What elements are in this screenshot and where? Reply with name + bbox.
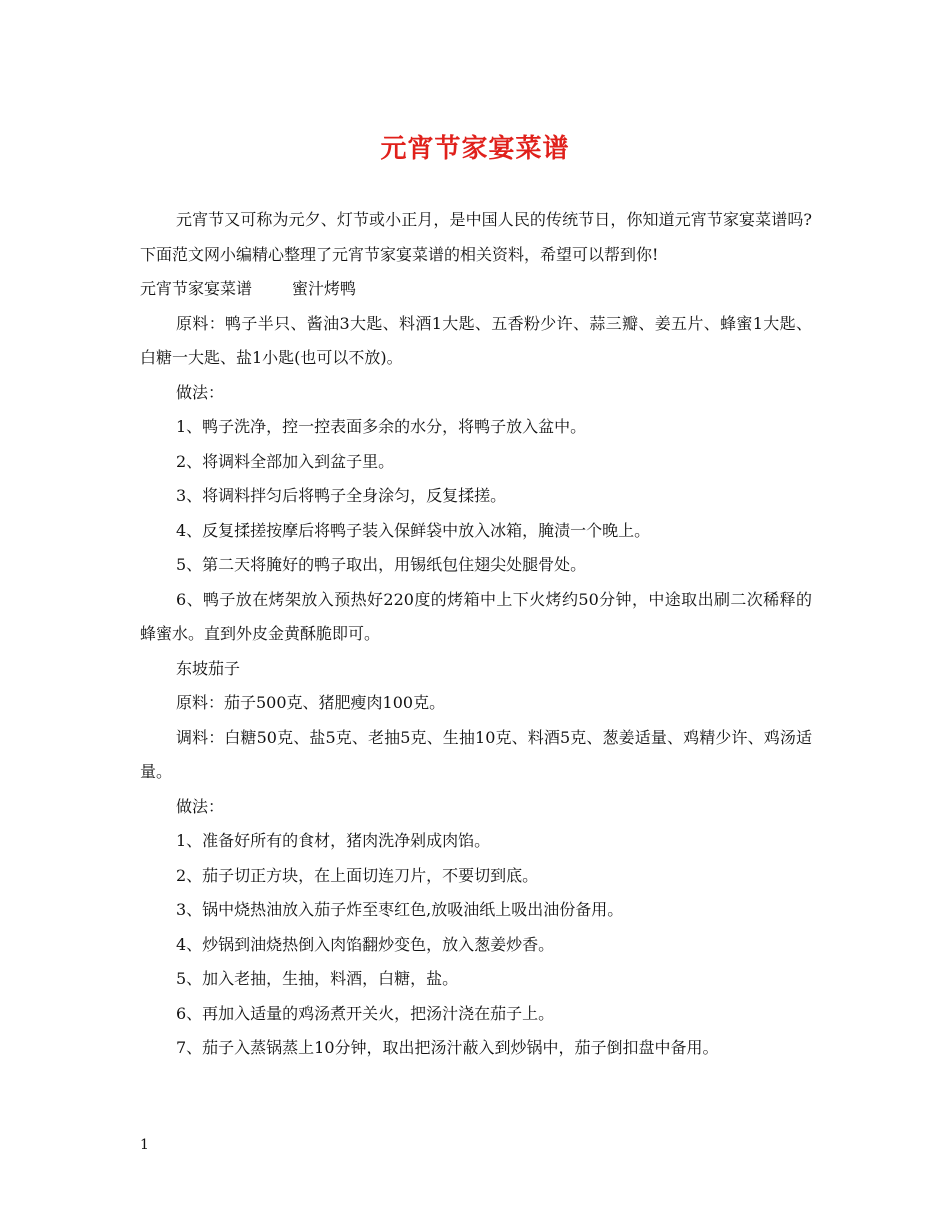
dish2-step-7: 7、茄子入蒸锅蒸上10分钟，取出把汤汁蔽入到炒锅中，茄子倒扣盘中备用。 (176, 1038, 719, 1057)
dish2-name: 东坡茄子 (176, 658, 241, 678)
page-number: 1 (140, 1137, 149, 1153)
section-heading (140, 272, 812, 307)
dish2-method-label: 做法： (176, 796, 225, 816)
dish2-step-1: 1、准备好所有的食材，猪肉洗净剁成肉馅。 (176, 831, 491, 850)
dish2-step-3: 3、锅中烧热油放入茄子炸至枣红色,放吸油纸上吸出油份备用。 (176, 900, 624, 919)
dish1-step-6: 6、鸭子放在烤架放入预热好220度的烤箱中上下火烤约50分钟，中途取出刷二次稀释的蜂蜜水。直到外皮金黄酥脆即可。 (140, 589, 812, 643)
dish2-step-6: 6、再加入适量的鸡汤煮开关火，把汤汁浇在茄子上。 (176, 1003, 555, 1023)
dish2-step-5: 5、加入老抽，生抽，料酒，白糖，盐。 (176, 969, 459, 988)
dish1-step-2: 2、将调料全部加入到盆子里。 (176, 451, 395, 471)
dish1-step-1: 1、鸭子洗净，控一控表面多余的水分，将鸭子放入盆中。 (176, 417, 587, 436)
section-heading-title: 元宵节家宴菜谱 (140, 279, 253, 298)
dish2-step-2: 2、茄子切正方块，在上面切连刀片，不要切到底。 (176, 865, 539, 885)
document-body (140, 203, 812, 1066)
dish1-name: 蜜汁烤鸭 (292, 279, 357, 298)
dish2-ingredients: 原料：茄子500克、猪肥瘦肉100克。 (176, 693, 446, 712)
dish2-seasoning: 调料：白糖50克、盐5克、老抽5克、生抽10克、料酒5克、葱姜适量、鸡精少许、鸡汤适量。 (140, 727, 812, 781)
document-title: 元宵节家宴菜谱 (380, 134, 570, 164)
dish1-step-5: 5、第二天将腌好的鸭子取出，用锡纸包住翅尖处腿骨处。 (176, 555, 587, 574)
dish1-ingredients: 原料：鸭子半只、酱油3大匙、料酒1大匙、五香粉少许、蒜三瓣、姜五片、蜂蜜1大匙、白糖一大匙、盐1小匙(也可以不放)。 (140, 313, 812, 367)
dish1-step-4: 4、反复揉搓按摩后将鸭子装入保鲜袋中放入冰箱，腌渍一个晚上。 (176, 520, 651, 540)
dish2-step-4: 4、炒锅到油烧热倒入肉馅翻炒变色，放入葱姜炒香。 (176, 934, 555, 954)
dish1-step-3: 3、将调料拌匀后将鸭子全身涂匀，反复揉搓。 (176, 486, 507, 505)
intro-paragraph: 元宵节又可称为元夕、灯节或小正月，是中国人民的传统节日，你知道元宵节家宴菜谱吗?下面范文网小编精心整理了元宵节家宴菜谱的相关资料，希望可以帮到你! (140, 210, 812, 264)
dish1-method-label: 做法： (176, 382, 225, 402)
